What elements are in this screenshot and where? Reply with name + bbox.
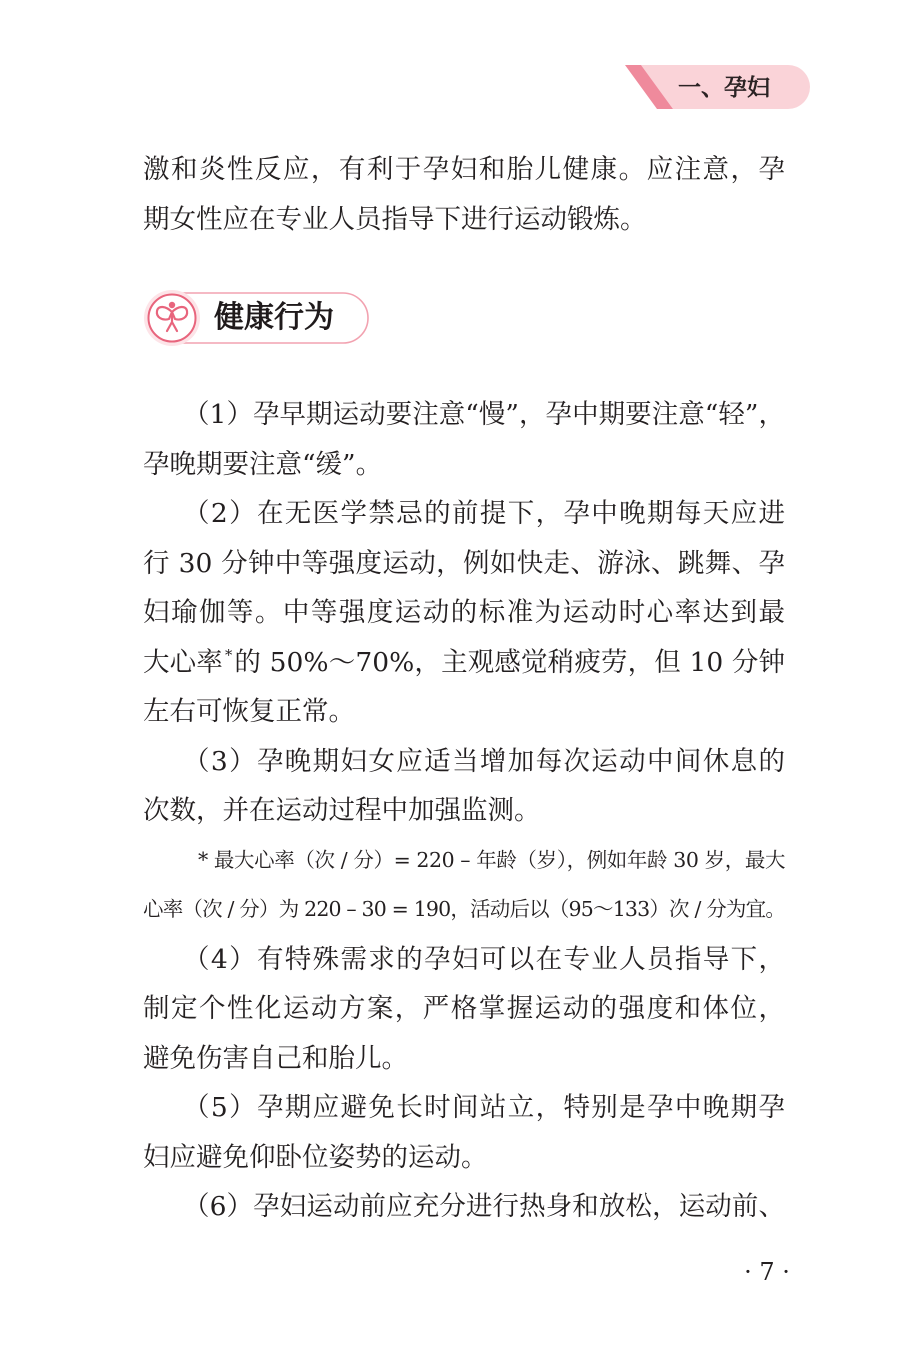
body-line: 制定个性化运动方案，严格掌握运动的强度和体位， [143, 993, 785, 1024]
section-title: 健康行为 [214, 300, 334, 335]
body-line: 左右可恢复正常。 [143, 696, 355, 727]
section-heading [140, 286, 380, 352]
list-item [143, 390, 785, 489]
body-line: 次数，并在运动过程中加强监测。 [143, 795, 541, 826]
body-line: （1）孕早期运动要注意“慢”，孕中期要注意“轻”， [183, 399, 785, 430]
body-line: 激和炎性反应，有利于孕妇和胎儿健康。应注意，孕 [143, 154, 785, 185]
list-item [143, 1182, 785, 1232]
healthy-figure-icon [140, 286, 204, 350]
chapter-tab [620, 60, 815, 115]
body-line: 妇瑜伽等。中等强度运动的标准为运动时心率达到最 [143, 597, 785, 628]
page-number: · 7 · [744, 1258, 790, 1286]
body-line [143, 638, 785, 688]
health-behavior-list [143, 390, 785, 1232]
body-line: （4）有特殊需求的孕妇可以在专业人员指导下， [183, 943, 785, 975]
text-run: 的 50%～70%，主观感觉稍疲劳，但 10 分钟 [234, 646, 785, 678]
text-run: 大心率 [143, 646, 223, 678]
chapter-tab-label: 一、孕妇 [678, 75, 770, 101]
footnote [143, 836, 785, 935]
body-line: 妇应避免仰卧位姿势的运动。 [143, 1141, 488, 1173]
list-item [143, 935, 785, 1084]
body-line: 孕晚期要注意“缓”。 [143, 448, 383, 480]
body-line: 避免伤害自己和胎儿。 [143, 1042, 408, 1074]
body-line: （5）孕期应避免长时间站立，特别是孕中晚期孕 [183, 1092, 785, 1123]
footnote-line: * 最大心率（次 / 分）= 220 – 年龄（岁），例如年龄 30 岁，最大 [198, 847, 785, 872]
list-item [143, 1083, 785, 1182]
body-line: 行 30 分钟中等强度运动，例如快走、游泳、跳舞、孕 [143, 547, 785, 579]
body-line: （6）孕妇运动前应充分进行热身和放松，运动前、 [183, 1191, 785, 1222]
footnote-marker: * [224, 646, 233, 664]
body-line: 期女性应在专业人员指导下进行运动锻炼。 [143, 203, 647, 235]
list-item [143, 737, 785, 836]
intro-paragraph [143, 145, 785, 244]
footnote-line: 心率（次 / 分）为 220 – 30 = 190，活动后以（95～133）次 / 分为宜。 [143, 897, 785, 921]
body-line: （2）在无医学禁忌的前提下，孕中晚期每天应进 [183, 498, 785, 529]
body-line: （3）孕晚期妇女应适当增加每次运动中间休息的 [183, 745, 785, 777]
list-item [143, 489, 785, 737]
